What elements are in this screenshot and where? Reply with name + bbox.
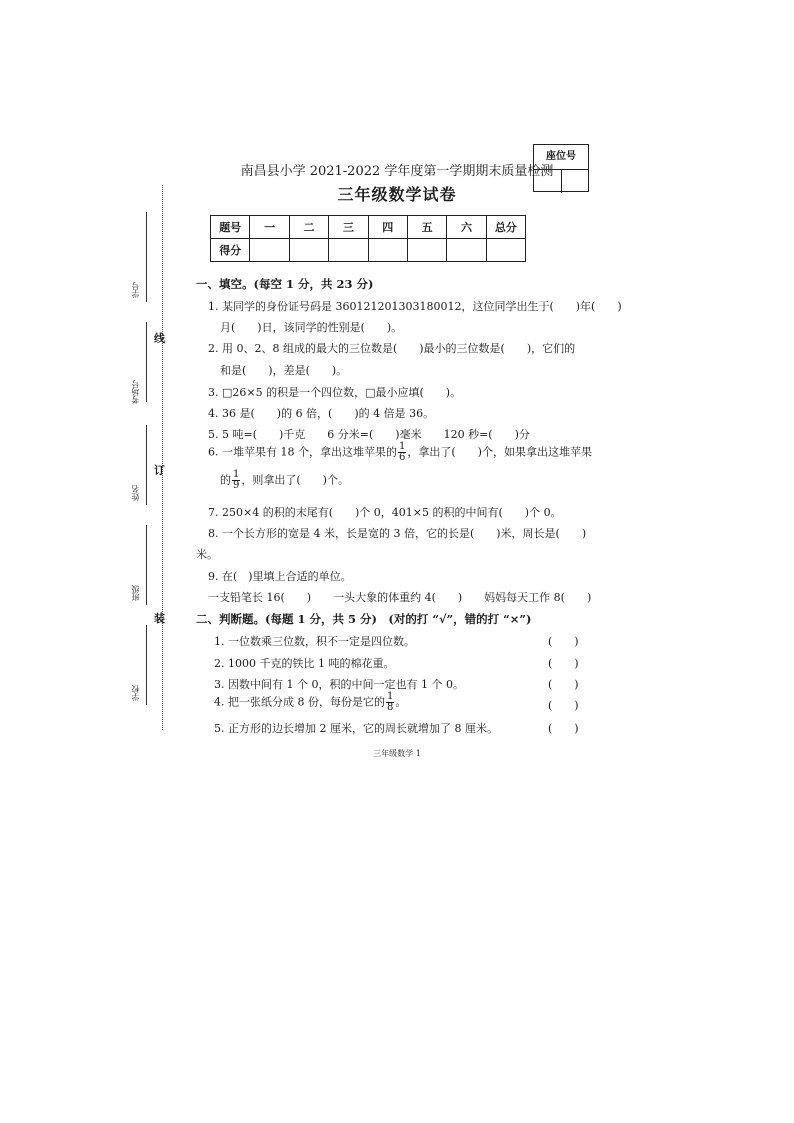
score-entry-cell[interactable] — [329, 239, 368, 262]
side-field-name: 姓名 — [131, 485, 140, 501]
score-entry-cell[interactable] — [447, 239, 486, 262]
section2-title: 二、判断题。(每题 1 分，共 5 分) (对的打 “√”，错的打 “×”) — [196, 612, 532, 626]
question-1-line-2: 月( )日，该同学的性别是( )。 — [220, 321, 403, 334]
side-field-name-rule — [146, 425, 147, 505]
binding-marker-staple: 订 — [154, 464, 165, 477]
judgment-answer-blank[interactable]: ( ) — [548, 699, 579, 712]
page-footer: 三年级数学 1 — [373, 749, 421, 758]
side-field-exam-room-rule — [146, 322, 147, 402]
fraction-numerator: 1 — [398, 441, 406, 452]
score-table-cell: 一 — [250, 216, 289, 239]
score-entry-cell[interactable] — [250, 239, 289, 262]
judgment-answer-blank[interactable]: ( ) — [548, 657, 579, 670]
exam-title: 南昌县小学 2021-2022 学年度第一学期期末质量检测 — [240, 164, 554, 179]
question-8-line-1: 8. 一个长方形的宽是 4 米，长是宽的 3 倍，它的长是( )米，周长是( ) — [208, 527, 587, 540]
judgment-question-1: 1. 一位数乘三位数，积不一定是四位数。 — [214, 635, 415, 648]
score-table-header-row — [211, 216, 526, 239]
fraction-one-sixth — [398, 442, 406, 463]
score-table-cell: 二 — [289, 216, 328, 239]
question-2-line-1: 2. 用 0、2、8 组成的最大的三位数是( )最小的三位数是( )，它们的 — [208, 342, 576, 355]
judgment-answer-blank[interactable]: ( ) — [548, 678, 579, 691]
question-3: 3. □26×5 的积是一个四位数，□最小应填( )。 — [208, 386, 462, 399]
binding-dotted-line — [162, 185, 163, 730]
judgment-question-4-post: 。 — [395, 695, 407, 709]
question-4: 4. 36 是( )的 6 倍，( )的 4 倍是 36。 — [208, 407, 435, 420]
fraction-numerator: 1 — [233, 469, 240, 480]
seat-number-cell[interactable] — [534, 170, 562, 193]
side-field-student-number: 学号 — [131, 282, 140, 298]
binding-marker-line: 线 — [154, 332, 165, 345]
judgment-question-4 — [214, 692, 406, 713]
fraction-denominator: 6 — [398, 452, 406, 463]
score-table-cell: 四 — [368, 216, 407, 239]
judgment-answer-blank[interactable]: ( ) — [548, 635, 579, 648]
fraction-one-eighth — [386, 692, 394, 713]
score-table-cell: 六 — [447, 216, 486, 239]
score-table-score-row — [211, 239, 526, 262]
score-table-cell: 三 — [329, 216, 368, 239]
question-6-line-2-pre: 的 — [220, 473, 231, 487]
question-6-line-1-post: ，拿出了( )个，如果拿出这堆苹果 — [407, 445, 592, 459]
side-field-student-number-rule — [146, 212, 147, 302]
side-field-school: 学校 — [131, 685, 140, 701]
fraction-denominator: 8 — [386, 702, 394, 713]
judgment-question-3: 3. 因数中间有 1 个 0，积的中间一定也有 1 个 0。 — [214, 678, 464, 691]
score-entry-cell[interactable] — [407, 239, 446, 262]
question-6-line-1 — [208, 442, 592, 463]
side-field-class: 班级 — [131, 585, 140, 601]
score-entry-cell[interactable] — [486, 239, 525, 262]
question-6-line-2-post: ，则拿出了( )个。 — [241, 473, 349, 487]
judgment-question-2: 2. 1000 千克的铁比 1 吨的棉花重。 — [214, 657, 395, 670]
fraction-one-ninth — [232, 470, 240, 491]
judgment-question-5: 5. 正方形的边长增加 2 厘米，它的周长就增加了 8 厘米。 — [214, 722, 498, 735]
score-table-cell: 题号 — [211, 216, 250, 239]
question-6-line-1-pre: 6. 一堆苹果有 18 个，拿出这堆苹果的 — [208, 445, 397, 459]
judgment-question-4-pre: 4. 把一张纸分成 8 份，每份是它的 — [214, 695, 385, 709]
score-table-row-label: 得分 — [211, 239, 250, 262]
score-entry-cell[interactable] — [368, 239, 407, 262]
question-5: 5. 5 吨=( )千克 6 分米=( )毫米 120 秒=( )分 — [208, 428, 530, 441]
side-field-exam-room: 考场号 — [131, 380, 140, 404]
question-7: 7. 250×4 的积的末尾有( )个 0，401×5 的积的中间有( )个 0。 — [208, 506, 562, 519]
question-2-line-2: 和是( )，差是( )。 — [220, 364, 348, 377]
side-field-school-rule — [146, 625, 147, 705]
seat-number-label: 座位号 — [534, 145, 588, 170]
binding-marker-bind: 装 — [154, 612, 165, 625]
score-table-cell: 总分 — [486, 216, 525, 239]
fraction-numerator: 1 — [386, 691, 394, 702]
score-table-cell: 五 — [407, 216, 446, 239]
question-6-line-2 — [220, 470, 349, 491]
fraction-denominator: 9 — [233, 480, 240, 491]
score-table — [210, 215, 526, 262]
side-field-class-rule — [146, 525, 147, 605]
seat-number-cell[interactable] — [562, 170, 589, 193]
question-9-line-2: 一支铅笔长 16( ) 一头大象的体重约 4( ) 妈妈每天工作 8( ) — [208, 591, 592, 604]
question-9-line-1: 9. 在( )里填上合适的单位。 — [208, 570, 352, 583]
question-1-line-1: 1. 某同学的身份证号码是 360121201303180012，这位同学出生于( )年( ) — [208, 300, 622, 313]
section1-title: 一、填空。(每空 1 分，共 23 分) — [196, 277, 374, 291]
question-8-line-2: 米。 — [196, 548, 218, 561]
exam-subtitle: 三年级数学试卷 — [337, 185, 457, 204]
score-entry-cell[interactable] — [289, 239, 328, 262]
seat-number-box — [533, 144, 589, 192]
judgment-answer-blank[interactable]: ( ) — [548, 722, 579, 735]
